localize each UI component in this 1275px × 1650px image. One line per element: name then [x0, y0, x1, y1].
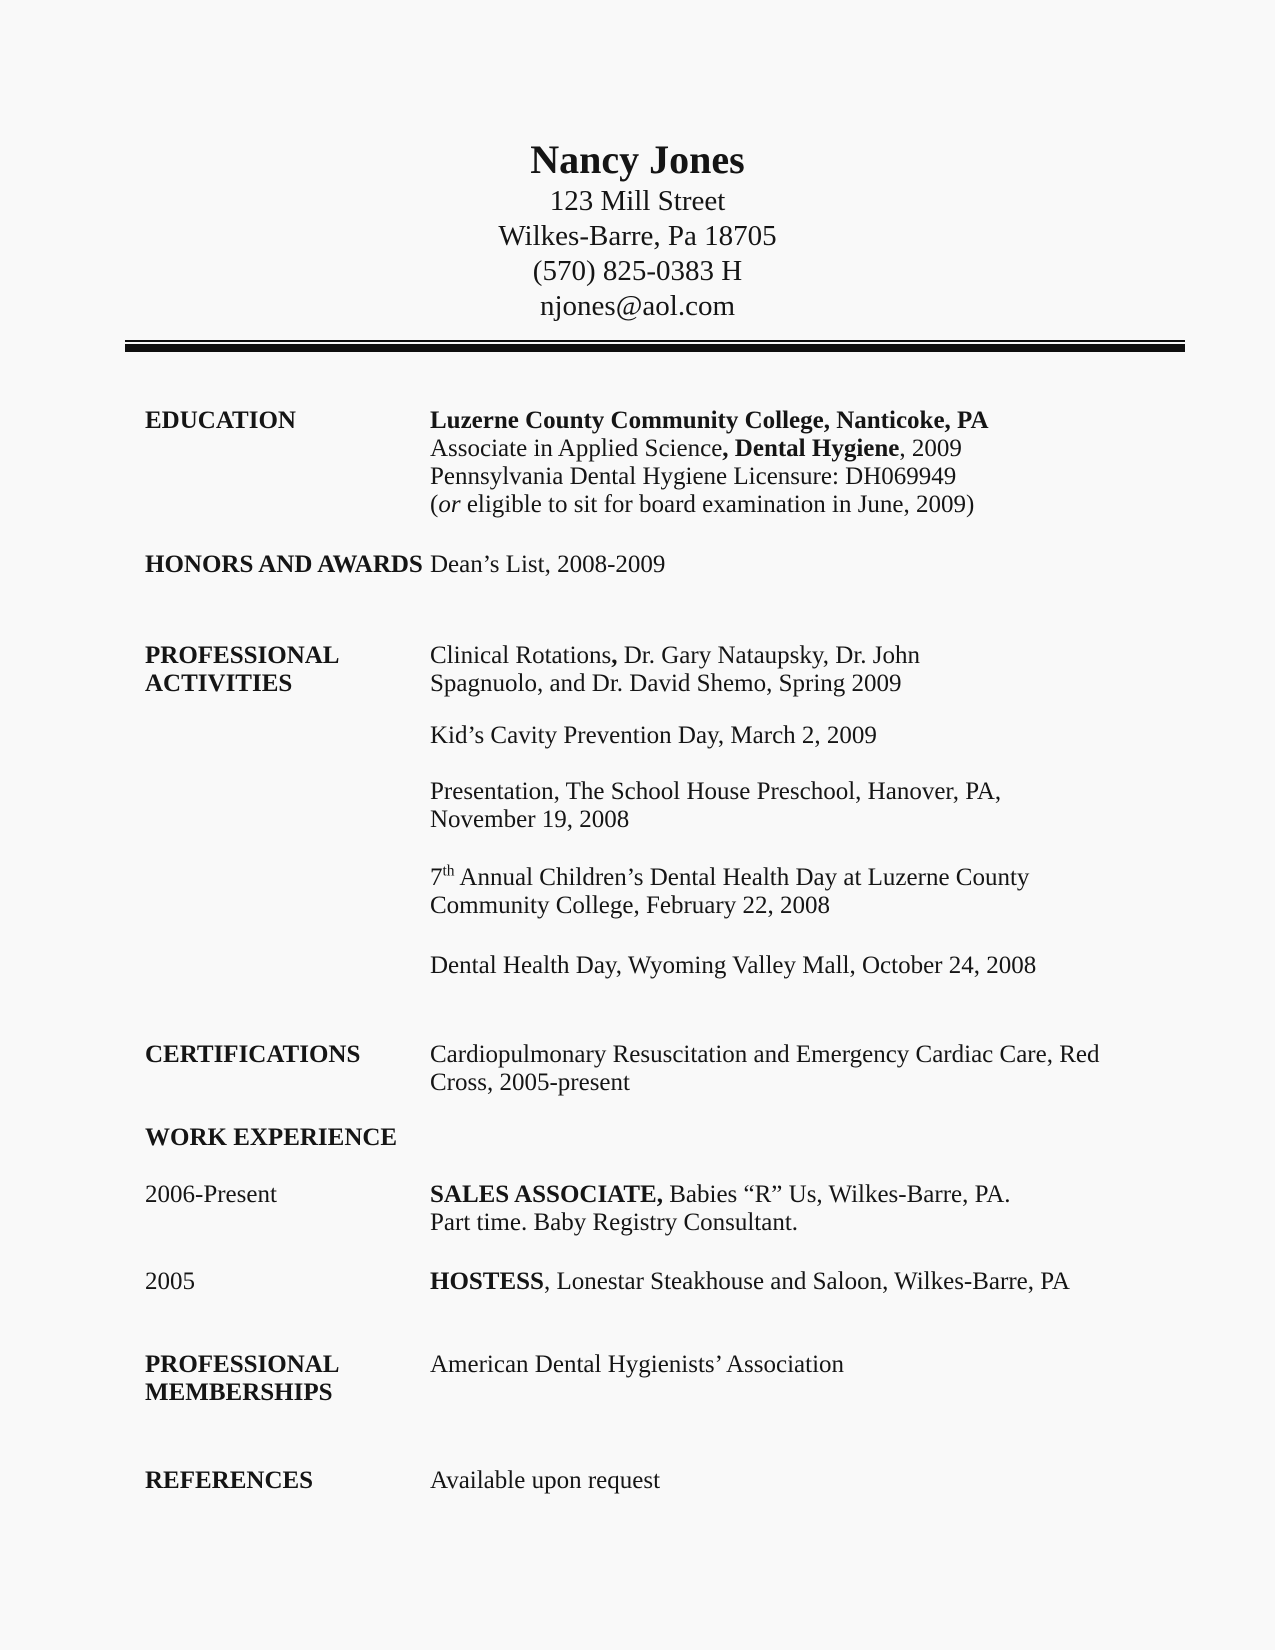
section-education	[0, 407, 1275, 519]
education-eligibility	[430, 491, 1135, 519]
resume-header	[0, 136, 1275, 324]
annual-text: Annual Children’s Dental Health Day at Luzerne County	[454, 864, 1030, 891]
email-address: njones@aol.com	[539, 290, 736, 322]
activity-mall-dental-day: Dental Health Day, Wyoming Valley Mall, October 24, 2008	[430, 952, 1037, 979]
job-employer: Babies “R” Us, Wilkes-Barre, PA.	[662, 1181, 1011, 1208]
section-professional-memberships	[0, 1351, 1275, 1407]
certifications-label: CERTIFICATIONS	[145, 1041, 361, 1068]
job-title: SALES ASSOCIATE,	[430, 1181, 663, 1208]
annual-ordinal-suffix: th	[442, 862, 455, 880]
job-title: HOSTESS	[430, 1268, 544, 1295]
section-work-experience-heading	[0, 1124, 1275, 1152]
memberships-label-line1: PROFESSIONAL	[145, 1351, 340, 1378]
section-certifications	[0, 1041, 1275, 1097]
references-label: REFERENCES	[145, 1467, 314, 1494]
references-item: Available upon request	[430, 1467, 661, 1494]
rule-thin-line	[125, 340, 1185, 342]
phone-number: (570) 825-0383 H	[532, 255, 743, 287]
address-street: 123 Mill Street	[549, 185, 726, 217]
job-hostess	[0, 1268, 1275, 1296]
work-experience-heading: WORK EXPERIENCE	[145, 1124, 398, 1151]
address-city: Wilkes-Barre, Pa 18705	[498, 220, 777, 252]
annual-line2: Community College, February 22, 2008	[430, 892, 830, 919]
activities-label	[145, 642, 430, 698]
activities-label-line2: ACTIVITIES	[145, 670, 293, 697]
education-content	[430, 407, 1135, 519]
clinical-doctors: Dr. Gary Nataupsky, Dr. John	[617, 642, 921, 669]
references-content	[430, 1467, 1135, 1495]
annual-number: 7	[430, 864, 443, 891]
activity-presentation: Presentation, The School House Preschool, Hanover, PA, November 19, 2008	[430, 778, 1002, 833]
education-college: Luzerne County Community College, Nanticoke, PA	[430, 407, 989, 434]
eligibility-paren: (	[430, 491, 439, 518]
certifications-content	[430, 1041, 1135, 1097]
activities-label-line1: PROFESSIONAL	[145, 642, 340, 669]
job-description	[430, 1268, 1135, 1296]
education-label: EDUCATION	[145, 407, 296, 434]
memberships-label	[145, 1351, 430, 1407]
degree-year: , 2009	[899, 435, 962, 462]
education-licensure: Pennsylvania Dental Hygiene Licensure: DH069949	[430, 463, 957, 490]
section-references	[0, 1467, 1275, 1495]
person-name: Nancy Jones	[530, 137, 745, 182]
job-description	[430, 1181, 1135, 1237]
membership-item: American Dental Hygienists’ Association	[430, 1351, 845, 1378]
job-details: Part time. Baby Registry Consultant.	[430, 1209, 799, 1236]
activity-kids-cavity-day: Kid’s Cavity Prevention Day, March 2, 2009	[430, 722, 877, 749]
activities-content	[430, 642, 1135, 980]
memberships-label-line2: MEMBERSHIPS	[145, 1379, 333, 1406]
clinical-bold-comma: ,	[611, 642, 618, 669]
activity-annual-dental-day	[430, 864, 1135, 920]
degree-major: , Dental Hygiene	[722, 435, 900, 462]
job-employer: , Lonestar Steakhouse and Saloon, Wilkes-Barre, PA	[543, 1268, 1070, 1295]
section-professional-activities	[0, 642, 1275, 980]
rule-thick-line	[125, 344, 1185, 352]
job-dates: 2005	[145, 1268, 195, 1295]
honors-item: Dean’s List, 2008-2009	[430, 551, 666, 578]
certification-line2: Cross, 2005-present	[430, 1069, 630, 1096]
eligibility-text: eligible to sit for board examination in June, 2009)	[460, 491, 975, 518]
certification-line1: Cardiopulmonary Resuscitation and Emergency Cardiac Care, Red	[430, 1041, 1100, 1068]
education-degree	[430, 435, 1135, 463]
activity-clinical-rotations	[430, 642, 1135, 698]
degree-name: Associate in Applied Science	[430, 435, 723, 462]
honors-content	[430, 551, 1135, 579]
honors-label: HONORS AND AWARDS	[145, 551, 423, 578]
job-sales-associate	[0, 1181, 1275, 1237]
header-double-rule	[125, 340, 1185, 352]
memberships-content	[430, 1351, 1135, 1379]
job-dates: 2006-Present	[145, 1181, 277, 1208]
eligibility-or: or	[438, 491, 461, 518]
section-honors	[0, 551, 1275, 579]
clinical-text: Clinical Rotations	[430, 642, 612, 669]
clinical-line2: Spagnuolo, and Dr. David Shemo, Spring 2009	[430, 670, 902, 697]
resume-body	[0, 407, 1275, 1495]
